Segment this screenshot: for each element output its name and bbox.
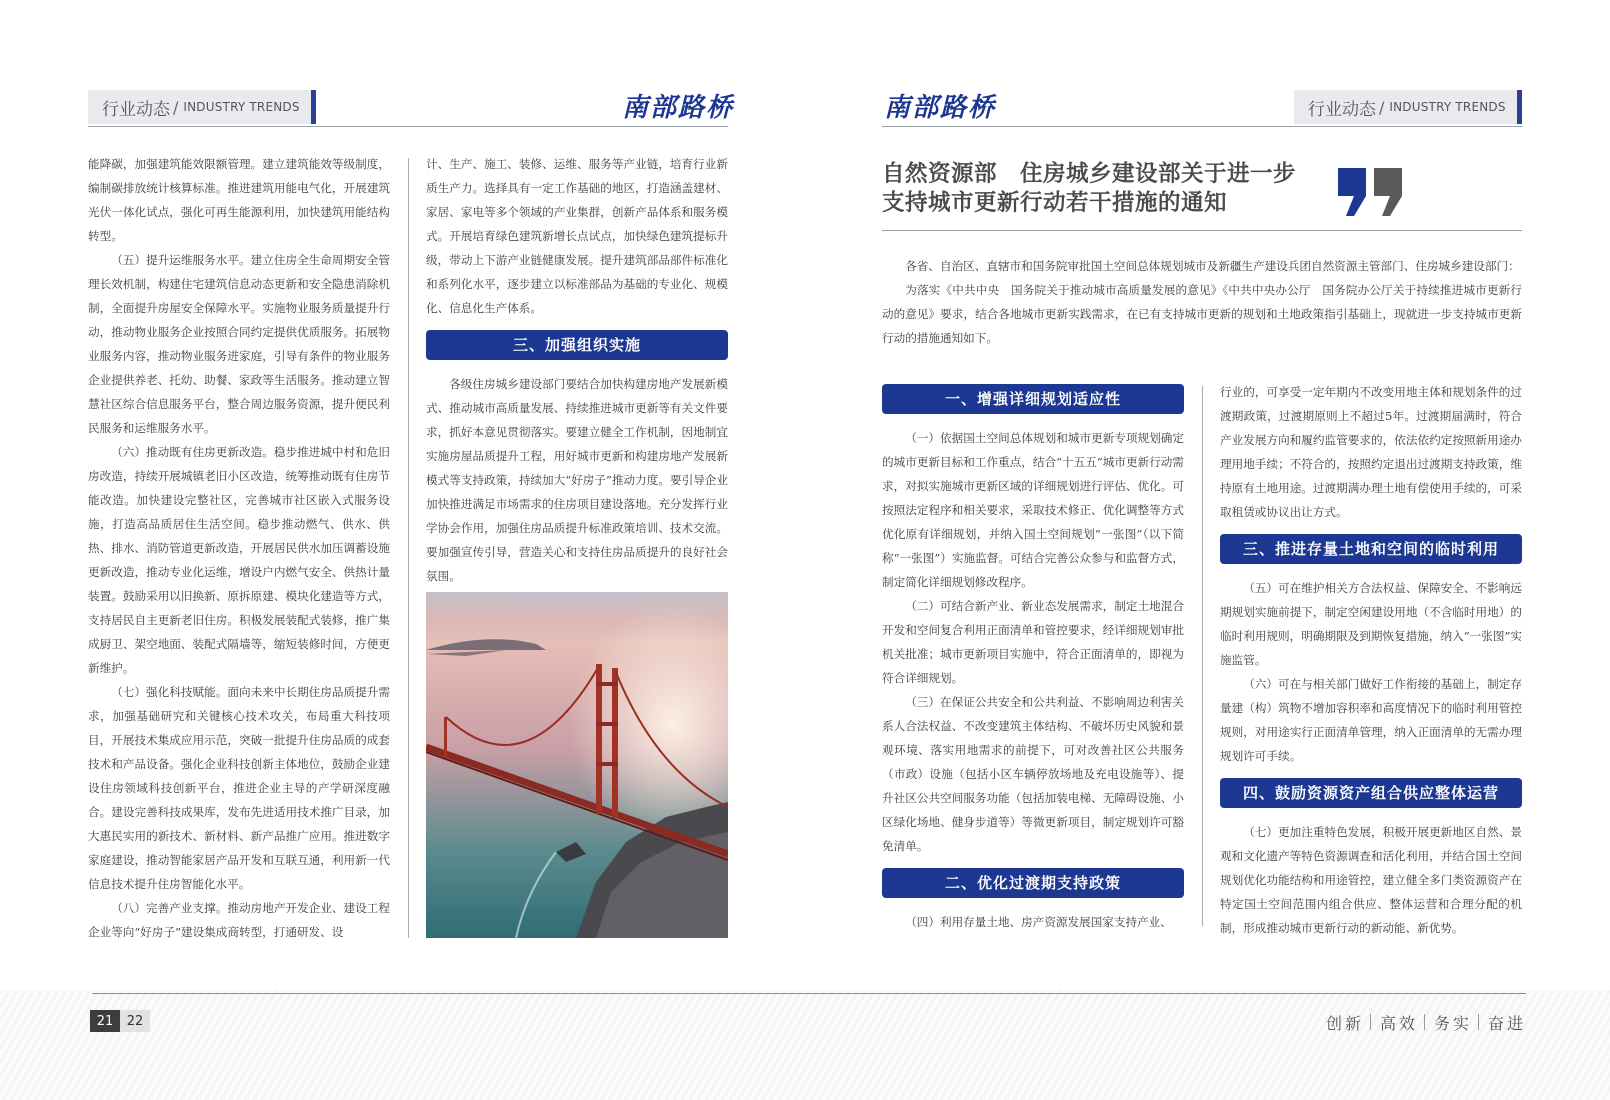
- golden-gate-bridge-photo: [426, 592, 728, 938]
- slogan-word: 务实: [1433, 1013, 1472, 1033]
- paragraph: 能降碳，加强建筑能效限额管理。建立建筑能效等级制度，编制碳排放统计核算标准。推进建筑用能电气化，开展建筑光伏一体化试点，强化可再生能源利用，加快建筑用能结构转型。: [88, 157, 390, 243]
- paragraph: 各省、自治区、直辖市和国务院审批国土空间总体规划城市及新疆生产建设兵团自然资源主管部门、住房城乡建设部门：: [905, 259, 1520, 273]
- section-label-en: INDUSTRY TRENDS: [1389, 100, 1506, 114]
- footer-background: [0, 990, 1610, 1100]
- header-rule-right: [882, 126, 1522, 127]
- section-label-en: INDUSTRY TRENDS: [183, 100, 300, 114]
- slogan-word: 创新: [1325, 1013, 1364, 1033]
- footer-rule: [92, 993, 1526, 994]
- article-title-line-1: 自然资源部 住房城乡建设部关于进一步: [882, 161, 1297, 187]
- left-page-column-2: [426, 152, 728, 588]
- section-heading: 四、鼓励资源资产组合供应整体运营: [1220, 778, 1522, 808]
- footer-slogan: [1326, 1010, 1526, 1034]
- left-page-column-1: [88, 152, 390, 944]
- paragraph: 行业的，可享受一定年期内不改变用地主体和规划条件的过渡期政策，过渡期原则上不超过5年。过渡期届满时，符合产业发展方向和履约监管要求的，依法依约定按照新用途办理用地手续；不符合的，按照约定退出过渡期支持政策，维持原有土地用途。过渡期满办理土地有偿使用手续的，可采取租赁或协议出让方式。: [1220, 385, 1522, 519]
- section-heading: 三、推进存量土地和空间的临时利用: [1220, 534, 1522, 564]
- paragraph: 计、生产、施工、装修、运维、服务等产业链，培育行业新质生产力。选择具有一定工作基础的地区，打造涵盖建材、家居、家电等多个领域的产业集群，创新产品体系和服务模式。开展培育绿色建筑新增长点试点，加快绿色建筑提标升级，带动上下游产业链健康发展。提升建筑部品部件标准化和系列化水平，逐步建立以标准部品为基础的专业化、规模化、信息化生产体系。: [426, 157, 728, 315]
- slogan-word: 奋进: [1487, 1013, 1526, 1033]
- paragraph: 为落实《中共中央 国务院关于推动城市高质量发展的意见》《中共中央办公厅 国务院办公厅关于持续推进城市更新行动的意见》要求，结合各地城市更新实践需求，在已有支持城市更新的规划和土地政策指引基础上，现就进一步支持城市更新行动的措施通知如下。: [882, 283, 1522, 345]
- paragraph: （二）可结合新产业、新业态发展需求，制定土地混合开发和空间复合利用正面清单和管控要求，经详细规划审批机关批准；城市更新项目实施中，符合正面清单的，即视为符合详细规划。: [882, 599, 1184, 685]
- paragraph: 各级住房城乡建设部门要结合加快构建房地产发展新模式、推动城市高质量发展、持续推进城市更新等有关文件要求，抓好本意见贯彻落实。要建立健全工作机制，因地制宜实施房屋品质提升工程，用好城市更新和构建房地产发展新模式等支持政策，持续加大“好房子”推动力度。要引导企业加快推进满足市场需求的住房项目建设落地。充分发挥行业学协会作用，加强住房品质提升标准政策培训、技术交流。要加强宣传引导，营造关心和支持住房品质提升的良好社会氛围。: [426, 377, 728, 583]
- quote-mark-icon: [1336, 166, 1406, 218]
- right-page-column-2: [1220, 380, 1522, 940]
- paragraph: （四）利用存量土地、房产资源发展国家支持产业、: [905, 915, 1172, 929]
- brand-logo-right: 南部路桥: [884, 92, 997, 123]
- paragraph: （六）推动既有住房更新改造。稳步推进城中村和危旧房改造，持续开展城镇老旧小区改造，统筹推动既有住房节能改造。加快建设完整社区，完善城市社区嵌入式服务设施，打造高品质居住生活空间。稳步推动燃气、供水、供热、排水、消防管道更新改造，开展居民供水加压调蓄设施更新改造，推动专业化运维，增设户内燃气安全、供热计量装置。鼓励采用以旧换新、原拆原建、模块化建造等方式，支持居民自主更新老旧住房。积极发展装配式装修，推广集成厨卫、架空地面、装配式隔墙等，缩短装修时间，方便更新维护。: [88, 445, 390, 675]
- header-rule-left: [88, 126, 728, 127]
- page-number-left: 21: [90, 1010, 120, 1032]
- paragraph: （三）在保证公共安全和公共利益、不影响周边利害关系人合法权益、不改变建筑主体结构、不破坏历史风貌和景观环境、落实用地需求的前提下，可对改善社区公共服务（市政）设施（包括小区车辆停放场地及充电设施等）、提升社区公共空间服务功能（包括加装电梯、无障碍设施、小区绿化场地、健身步道等）等微更新项目，制定规划许可豁免清单。: [882, 695, 1184, 853]
- paragraph: （八）完善产业支撑。推动房地产开发企业、建设工程企业等向“好房子”建设集成商转型，打通研发、设: [88, 901, 390, 939]
- paragraph: （一）依据国土空间总体规划和城市更新专项规划确定的城市更新目标和工作重点，结合“十五五”城市更新行动需求，对拟实施城市更新区域的详细规划进行评估、优化。可按照法定程序和相关要求，采取技术修正、优化调整等方式优化原有详细规划，并纳入国土空间规划“一张图”（以下简称“一张图”）实施监督。可结合完善公众参与和监督方式，制定简化详细规划修改程序。: [882, 431, 1184, 589]
- paragraph: （五）提升运维服务水平。建立住房全生命周期安全管理长效机制，构建住宅建筑信息动态更新和安全隐患消除机制，全面提升房屋安全保障水平。实施物业服务质量提升行动，推动物业服务企业按照合同约定提供优质服务。拓展物业服务内容，推动物业服务进家庭，引导有条件的物业服务企业提供养老、托幼、助餐、家政等生活服务。推动建立智慧社区综合信息服务平台，整合周边服务资源，提升便民利民服务和运维服务水平。: [88, 253, 390, 435]
- column-divider: [408, 158, 409, 938]
- brand-logo-left: 南部路桥: [622, 92, 735, 123]
- section-heading: 一、增强详细规划适应性: [882, 384, 1184, 414]
- paragraph: （五）可在维护相关方合法权益、保障安全、不影响远期规划实施前提下，制定空闲建设用地（不含临时用地）的临时利用规则，明确期限及到期恢复措施，纳入“一张图”实施监管。: [1220, 581, 1522, 667]
- bridge-illustration: [426, 592, 728, 938]
- article-intro: [882, 254, 1522, 350]
- article-title-line-2: 支持城市更新行动若干措施的通知: [882, 190, 1228, 216]
- right-page-column-1: [882, 372, 1184, 934]
- page-number-right: 22: [120, 1010, 150, 1032]
- section-label-cn: 行业动态: [1308, 99, 1376, 120]
- title-rule: [882, 230, 1522, 231]
- paragraph: （七）强化科技赋能。面向未来中长期住房品质提升需求，加强基础研究和关键核心技术攻关，布局重大科技项目，开展技术集成应用示范，突破一批提升住房品质的成套技术和产品设备。强化企业科技创新主体地位，鼓励企业建设住房领域科技创新平台，推进企业主导的产学研深度融合。建设完善科技成果库，发布先进适用技术推广目录，加大惠民实用的新技术、新材料、新产品推广应用。推进数字家庭建设，推动智能家居产品开发和互联互通，利用新一代信息技术提升住房智能化水平。: [88, 685, 390, 891]
- section-heading: 三、加强组织实施: [426, 330, 728, 360]
- section-heading: 二、优化过渡期支持政策: [882, 868, 1184, 898]
- paragraph: （七）更加注重特色发展，积极开展更新地区自然、景观和文化遗产等特色资源调查和活化利用，并结合国土空间规划优化功能结构和用途管控，建立健全多门类资源资产在特定国土空间范围内组合供应、整体运营和合理分配的机制，形成推动城市更新行动的新动能、新优势。: [1220, 825, 1522, 935]
- paragraph: （六）可在与相关部门做好工作衔接的基础上，制定存量建（构）筑物不增加容积率和高度情况下的临时利用管控规则，对用途实行正面清单管理，纳入正面清单的无需办理规划许可手续。: [1220, 677, 1522, 763]
- article-title: [882, 160, 1322, 218]
- slogan-word: 高效: [1379, 1013, 1418, 1033]
- column-divider: [1202, 386, 1203, 926]
- section-label-cn: 行业动态: [102, 99, 170, 120]
- section-tab-left: 行业动态 / INDUSTRY TRENDS: [88, 90, 316, 124]
- section-tab-right: 行业动态 / INDUSTRY TRENDS: [1294, 90, 1522, 124]
